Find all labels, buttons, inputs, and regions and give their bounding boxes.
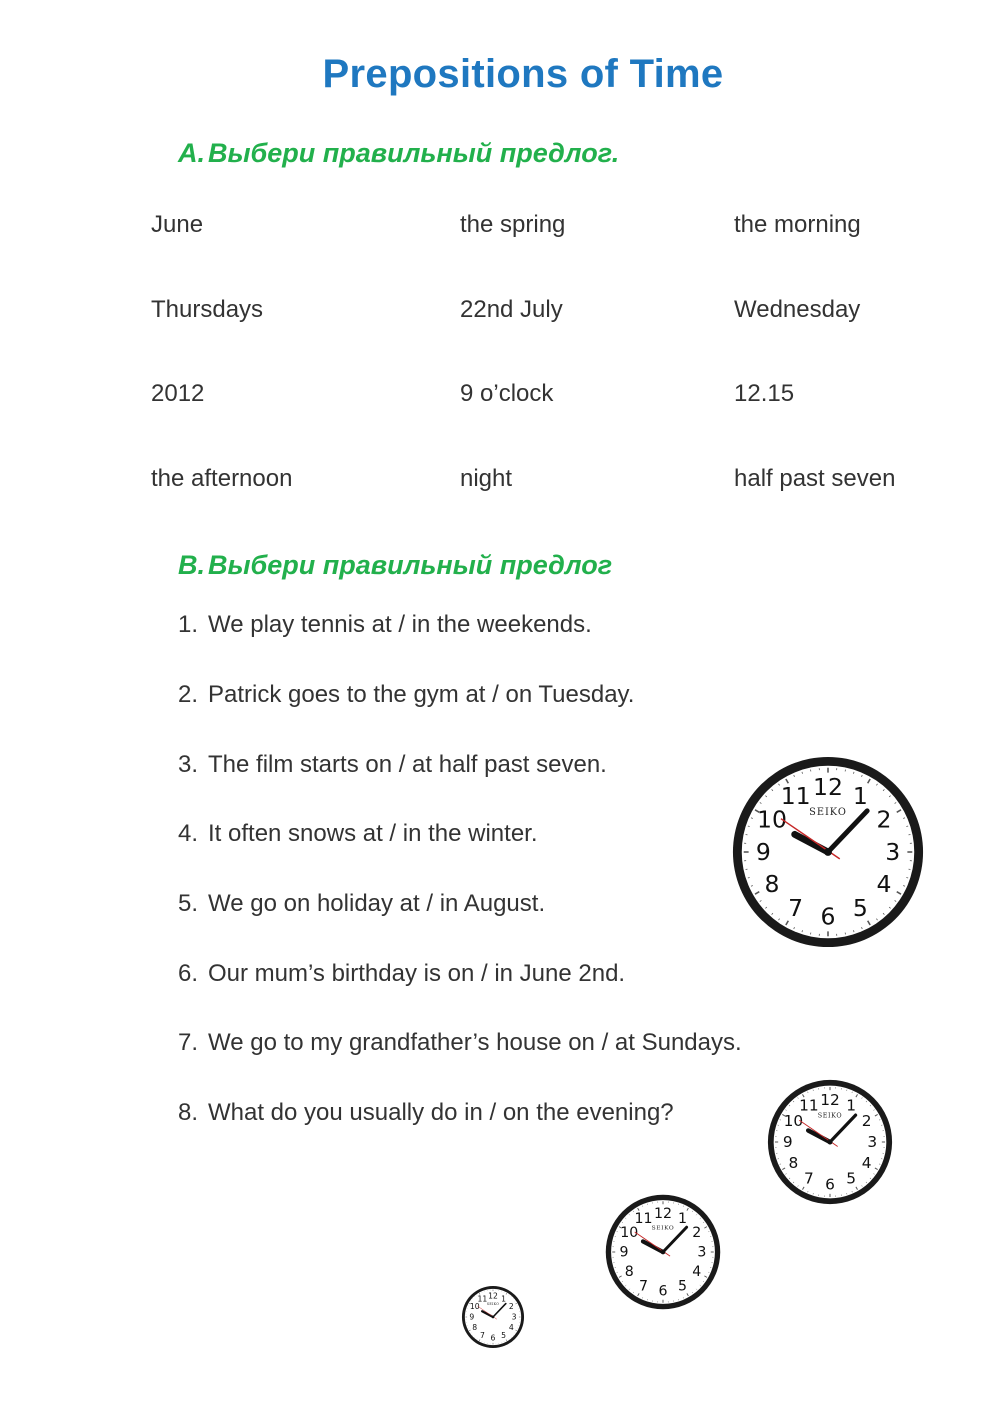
exercise-item xyxy=(178,890,545,918)
grid-cell: 2012 xyxy=(151,380,205,407)
exercise-item xyxy=(178,820,538,848)
exercise-number: 6. xyxy=(178,960,199,987)
clock-numeral: 8 xyxy=(764,870,780,899)
clock-numeral xyxy=(783,1133,793,1151)
exercise-item xyxy=(178,751,607,779)
section-a-heading-text: Выбери правильный предлог. xyxy=(208,138,620,168)
grid-cell: the morning xyxy=(734,211,861,238)
clock-numeral: 7 xyxy=(788,893,804,922)
exercise-number: 8. xyxy=(178,1099,199,1126)
exercise-text: Patrick goes to the gym at / on Tuesday. xyxy=(208,681,635,708)
exercise-item xyxy=(178,960,625,988)
wall-clock-icon xyxy=(766,1078,894,1206)
exercise-text: The film starts on / at half past seven. xyxy=(208,751,607,778)
exercise-number: 5. xyxy=(178,890,199,917)
clock-numeral: 12 xyxy=(653,1205,673,1222)
clock-brand: SEIKO xyxy=(651,1225,675,1232)
clock-numeral: 7 xyxy=(803,1169,814,1188)
clock-numeral xyxy=(799,1097,819,1115)
exercise-item xyxy=(178,611,592,639)
clock-center-pin xyxy=(492,1316,495,1319)
clock-numeral: 1 xyxy=(852,781,868,810)
section-a-heading xyxy=(178,138,619,169)
clock-brand: SEIKO xyxy=(809,806,847,818)
wall-clock-icon xyxy=(730,754,926,950)
clock-numeral: 2 xyxy=(876,805,892,834)
clock-numeral: 4 xyxy=(861,1154,872,1173)
clock-numeral: 10 xyxy=(620,1225,639,1242)
clock-numeral: 2 xyxy=(692,1225,702,1242)
grid-cell: June xyxy=(151,211,204,238)
clock-brand xyxy=(818,1112,843,1120)
clock-numeral: 9 xyxy=(755,837,771,866)
clock-numeral: 12 xyxy=(813,773,843,802)
clock-numeral xyxy=(867,1133,877,1151)
clock-numeral: 7 xyxy=(639,1278,649,1295)
clock-numeral: 4 xyxy=(876,870,892,899)
grid-cell: 22nd July xyxy=(460,296,563,323)
clock-numeral: 8 xyxy=(788,1154,799,1173)
clock-center-pin xyxy=(661,1250,666,1255)
grid-cell: Thursdays xyxy=(151,296,264,323)
grid-cell: 9 o’clock xyxy=(460,380,554,407)
grid-cell: Wednesday xyxy=(734,296,861,323)
exercise-text: We play tennis at / in the weekends. xyxy=(208,611,592,638)
clock-numeral: 11 xyxy=(799,1096,819,1115)
exercise-item xyxy=(178,681,634,709)
clock-numeral xyxy=(862,1154,872,1172)
clock-numeral: 1 xyxy=(677,1210,687,1227)
exercise-text: We go to my grandfather’s house on / at Sundays. xyxy=(208,1029,742,1056)
exercise-text: What do you usually do in / on the evening? xyxy=(208,1099,674,1126)
clock-numeral: 11 xyxy=(634,1210,653,1227)
clock-numeral: 3 xyxy=(867,1133,878,1152)
clock-numeral: 11 xyxy=(780,781,811,810)
exercise-text: We go on holiday at / in August. xyxy=(208,890,546,917)
clock-numeral: 2 xyxy=(861,1112,872,1130)
clock-brand: SEIKO xyxy=(817,1111,843,1120)
page-title: Prepositions of Time xyxy=(322,52,724,96)
clock-numeral xyxy=(820,1091,840,1109)
exercise-item xyxy=(178,1099,674,1127)
section-b-letter: B. xyxy=(178,550,205,580)
grid-cell: night xyxy=(460,465,513,492)
clock-numeral xyxy=(825,1175,835,1193)
exercise-number: 4. xyxy=(178,820,199,847)
grid-cell: 12.15 xyxy=(734,380,795,407)
clock-numeral: 8 xyxy=(624,1264,634,1281)
clock-numeral: 4 xyxy=(692,1264,702,1281)
clock-numeral xyxy=(862,1112,872,1130)
clock-numeral xyxy=(789,1154,799,1172)
clock-numeral: 5 xyxy=(852,893,868,922)
exercise-text: It often snows at / in the winter. xyxy=(208,820,538,847)
clock-numeral: 6 xyxy=(658,1283,668,1300)
exercise-number: 3. xyxy=(178,751,199,778)
clock-center-pin xyxy=(824,848,832,856)
section-a-letter: A. xyxy=(178,138,205,168)
clock-numeral: 6 xyxy=(825,1175,835,1194)
clock-numeral: 5 xyxy=(677,1278,687,1295)
clock-numeral: 3 xyxy=(885,837,901,866)
clock-numeral: 12 xyxy=(820,1090,840,1109)
section-b-heading-text: Выбери правильный предлог xyxy=(208,550,613,580)
exercise-item xyxy=(178,1029,742,1057)
grid-cell: the spring xyxy=(460,211,566,238)
clock-center-pin xyxy=(827,1139,832,1144)
section-b-heading xyxy=(178,550,612,581)
grid-cell: half past seven xyxy=(734,465,896,492)
clock-numeral: 6 xyxy=(820,902,836,931)
clock-numeral: 9 xyxy=(619,1244,629,1261)
clock-numeral xyxy=(804,1170,814,1188)
exercise-number: 2. xyxy=(178,681,199,708)
wall-clock-icon xyxy=(461,1205,707,1349)
grid-cell: the afternoon xyxy=(151,465,293,492)
exercise-text: Our mum’s birthday is on / in June 2nd. xyxy=(208,960,626,987)
clock-numeral: 10 xyxy=(783,1112,804,1130)
exercise-number: 1. xyxy=(178,611,199,638)
clock-numeral: 3 xyxy=(697,1244,707,1261)
exercise-number: 7. xyxy=(178,1029,199,1056)
clock-numeral xyxy=(846,1170,856,1188)
clock-numeral: 1 xyxy=(846,1096,857,1115)
clock-numeral: 5 xyxy=(846,1169,857,1188)
clock-numeral: 10 xyxy=(757,805,787,834)
clock-numeral xyxy=(846,1097,856,1115)
clock-numeral: 9 xyxy=(782,1133,793,1152)
